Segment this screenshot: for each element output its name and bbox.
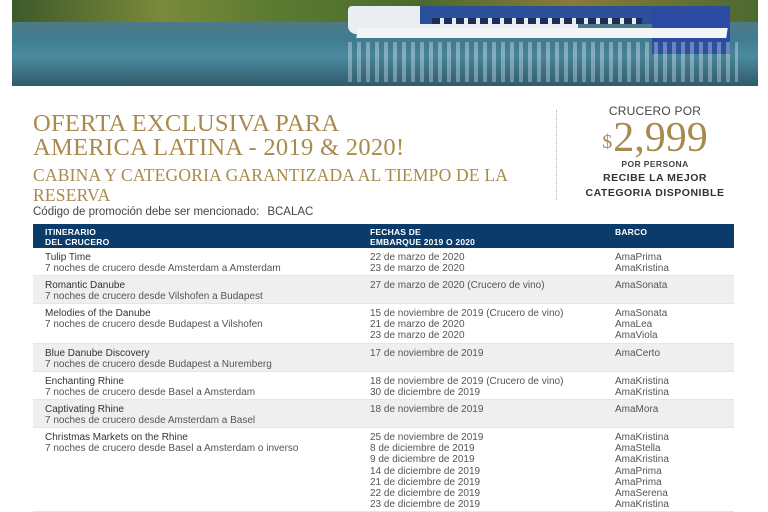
promo-line (33, 206, 553, 218)
ship-cell (615, 348, 725, 359)
itinerary-route: 7 noches de crucero desde Basel a Amsterdam o inverso (45, 443, 299, 455)
departure-date: 15 de noviembre de 2019 (Crucero de vino) (370, 308, 564, 319)
itinerary-route: 7 noches de crucero desde Budapest a Vilshofen (45, 319, 263, 331)
ship-name: AmaKristina (615, 432, 669, 443)
ship-name: AmaSonata (615, 280, 668, 291)
price-label: CRUCERO POR (608, 104, 702, 118)
departure-date: 22 de marzo de 2020 (370, 252, 465, 263)
dates-cell (370, 348, 610, 359)
departure-date: 22 de diciembre de 2019 (370, 488, 481, 500)
ship-cell (615, 432, 725, 510)
departure-date: 23 de marzo de 2020 (370, 330, 465, 342)
itinerary-cell (45, 280, 365, 302)
currency-symbol: $ (602, 131, 613, 153)
itinerary-route: 7 noches de crucero desde Vilshofen a Budapest (45, 291, 263, 303)
dates-cell (370, 376, 610, 398)
ship-cell (615, 308, 725, 342)
itinerary-cell (45, 432, 365, 454)
offer-title-line1: OFERTA EXCLUSIVA PARA (33, 110, 340, 137)
departure-date: 23 de marzo de 2020 (370, 263, 465, 275)
itinerary-cell (45, 252, 365, 274)
departure-date: 18 de noviembre de 2019 (370, 404, 484, 415)
header-ship: BARCO (615, 227, 648, 237)
water-reflection (348, 42, 738, 82)
ship-cell (615, 404, 725, 415)
ship-name: AmaStella (615, 443, 661, 455)
ship-name: AmaSonata (615, 308, 668, 319)
table-row (33, 400, 734, 428)
price-value (570, 115, 740, 161)
table-body (33, 248, 734, 512)
departure-date: 25 de noviembre de 2019 (370, 432, 484, 443)
price-box (570, 104, 740, 199)
promo-label: Código de promoción debe ser mencionado: (33, 206, 260, 218)
itinerary-cell (45, 308, 365, 330)
ship-name: AmaPrima (615, 252, 662, 263)
per-person-label: POR PERSONA (621, 159, 689, 169)
ship-name: AmaKristina (615, 499, 669, 511)
table-row (33, 276, 734, 304)
departure-date: 8 de diciembre de 2019 (370, 443, 475, 455)
dates-cell (370, 252, 610, 274)
itinerary-cell (45, 348, 365, 370)
header-itinerary: ITINERARIO DEL CRUCERO (45, 227, 110, 247)
header-dates: FECHAS DE EMBARQUE 2019 O 2020 (370, 227, 476, 247)
departure-date: 27 de marzo de 2020 (Crucero de vino) (370, 280, 545, 291)
dates-cell (370, 404, 610, 415)
departure-date: 30 de diciembre de 2019 (370, 387, 481, 399)
ship-name: AmaViola (615, 330, 658, 342)
ship-name: AmaCerto (615, 348, 661, 359)
departure-date: 23 de diciembre de 2019 (370, 499, 481, 511)
itinerary-name: Enchanting Rhine (45, 376, 124, 387)
itinerary-cell (45, 376, 365, 398)
itinerary-route: 7 noches de crucero desde Amsterdam a Amsterdam (45, 263, 281, 275)
best-category-line1: RECIBE LA MEJOR (603, 172, 707, 184)
itinerary-route: 7 noches de crucero desde Budapest a Nuremberg (45, 359, 272, 371)
ship-name: AmaKristina (615, 454, 669, 466)
dates-cell (370, 308, 610, 342)
dates-cell (370, 280, 610, 291)
departure-date: 14 de diciembre de 2019 (370, 465, 481, 477)
itinerary-name: Blue Danube Discovery (45, 348, 150, 359)
offer-heading (33, 112, 553, 218)
ship-name: AmaLea (615, 319, 653, 331)
itinerary-name: Captivating Rhine (45, 404, 124, 415)
hero-cruise-ship-image (12, 0, 758, 86)
ship-hull (356, 28, 727, 38)
departure-date: 21 de diciembre de 2019 (370, 476, 481, 488)
dates-cell (370, 432, 610, 510)
cruise-table (33, 224, 734, 512)
itinerary-name: Romantic Danube (45, 280, 126, 291)
ship-name: AmaPrima (615, 465, 662, 477)
departure-date: 21 de marzo de 2020 (370, 319, 465, 331)
ship-cell (615, 376, 725, 398)
itinerary-name: Melodies of the Danube (45, 308, 151, 319)
table-row (33, 344, 734, 372)
itinerary-name: Christmas Markets on the Rhine (45, 432, 188, 443)
ship-name: AmaMora (615, 404, 659, 415)
itinerary-route: 7 noches de crucero desde Amsterdam a Basel (45, 415, 256, 427)
departure-date: 18 de noviembre de 2019 (Crucero de vino) (370, 376, 564, 387)
ship-cell (615, 252, 725, 274)
table-row (33, 304, 734, 344)
table-header (33, 224, 734, 248)
table-row (33, 428, 734, 512)
itinerary-name: Tulip Time (45, 252, 91, 263)
promo-code: BCALAC (267, 206, 314, 218)
ship-cell (615, 280, 725, 291)
ship-name: AmaKristina (615, 376, 669, 387)
ship-name: AmaKristina (615, 387, 669, 399)
ship-name: AmaPrima (615, 476, 662, 488)
itinerary-cell (45, 404, 365, 426)
offer-title-line2: AMERICA LATINA - 2019 & 2020! (33, 134, 405, 161)
itinerary-route: 7 noches de crucero desde Basel a Amsterdam (45, 387, 256, 399)
best-category-line2: CATEGORIA DISPONIBLE (585, 187, 725, 199)
offer-subtitle: CABINA Y CATEGORIA GARANTIZADA AL TIEMPO DE LA RESERVA (33, 165, 508, 205)
ship-name: AmaSerena (615, 488, 668, 500)
ship-windows (432, 18, 642, 24)
table-row (33, 372, 734, 400)
departure-date: 17 de noviembre de 2019 (370, 348, 484, 359)
table-row (33, 248, 734, 276)
departure-date: 9 de diciembre de 2019 (370, 454, 475, 466)
dotted-divider (556, 110, 557, 200)
ship-name: AmaKristina (615, 263, 669, 275)
price-amount: 2,999 (613, 115, 708, 161)
